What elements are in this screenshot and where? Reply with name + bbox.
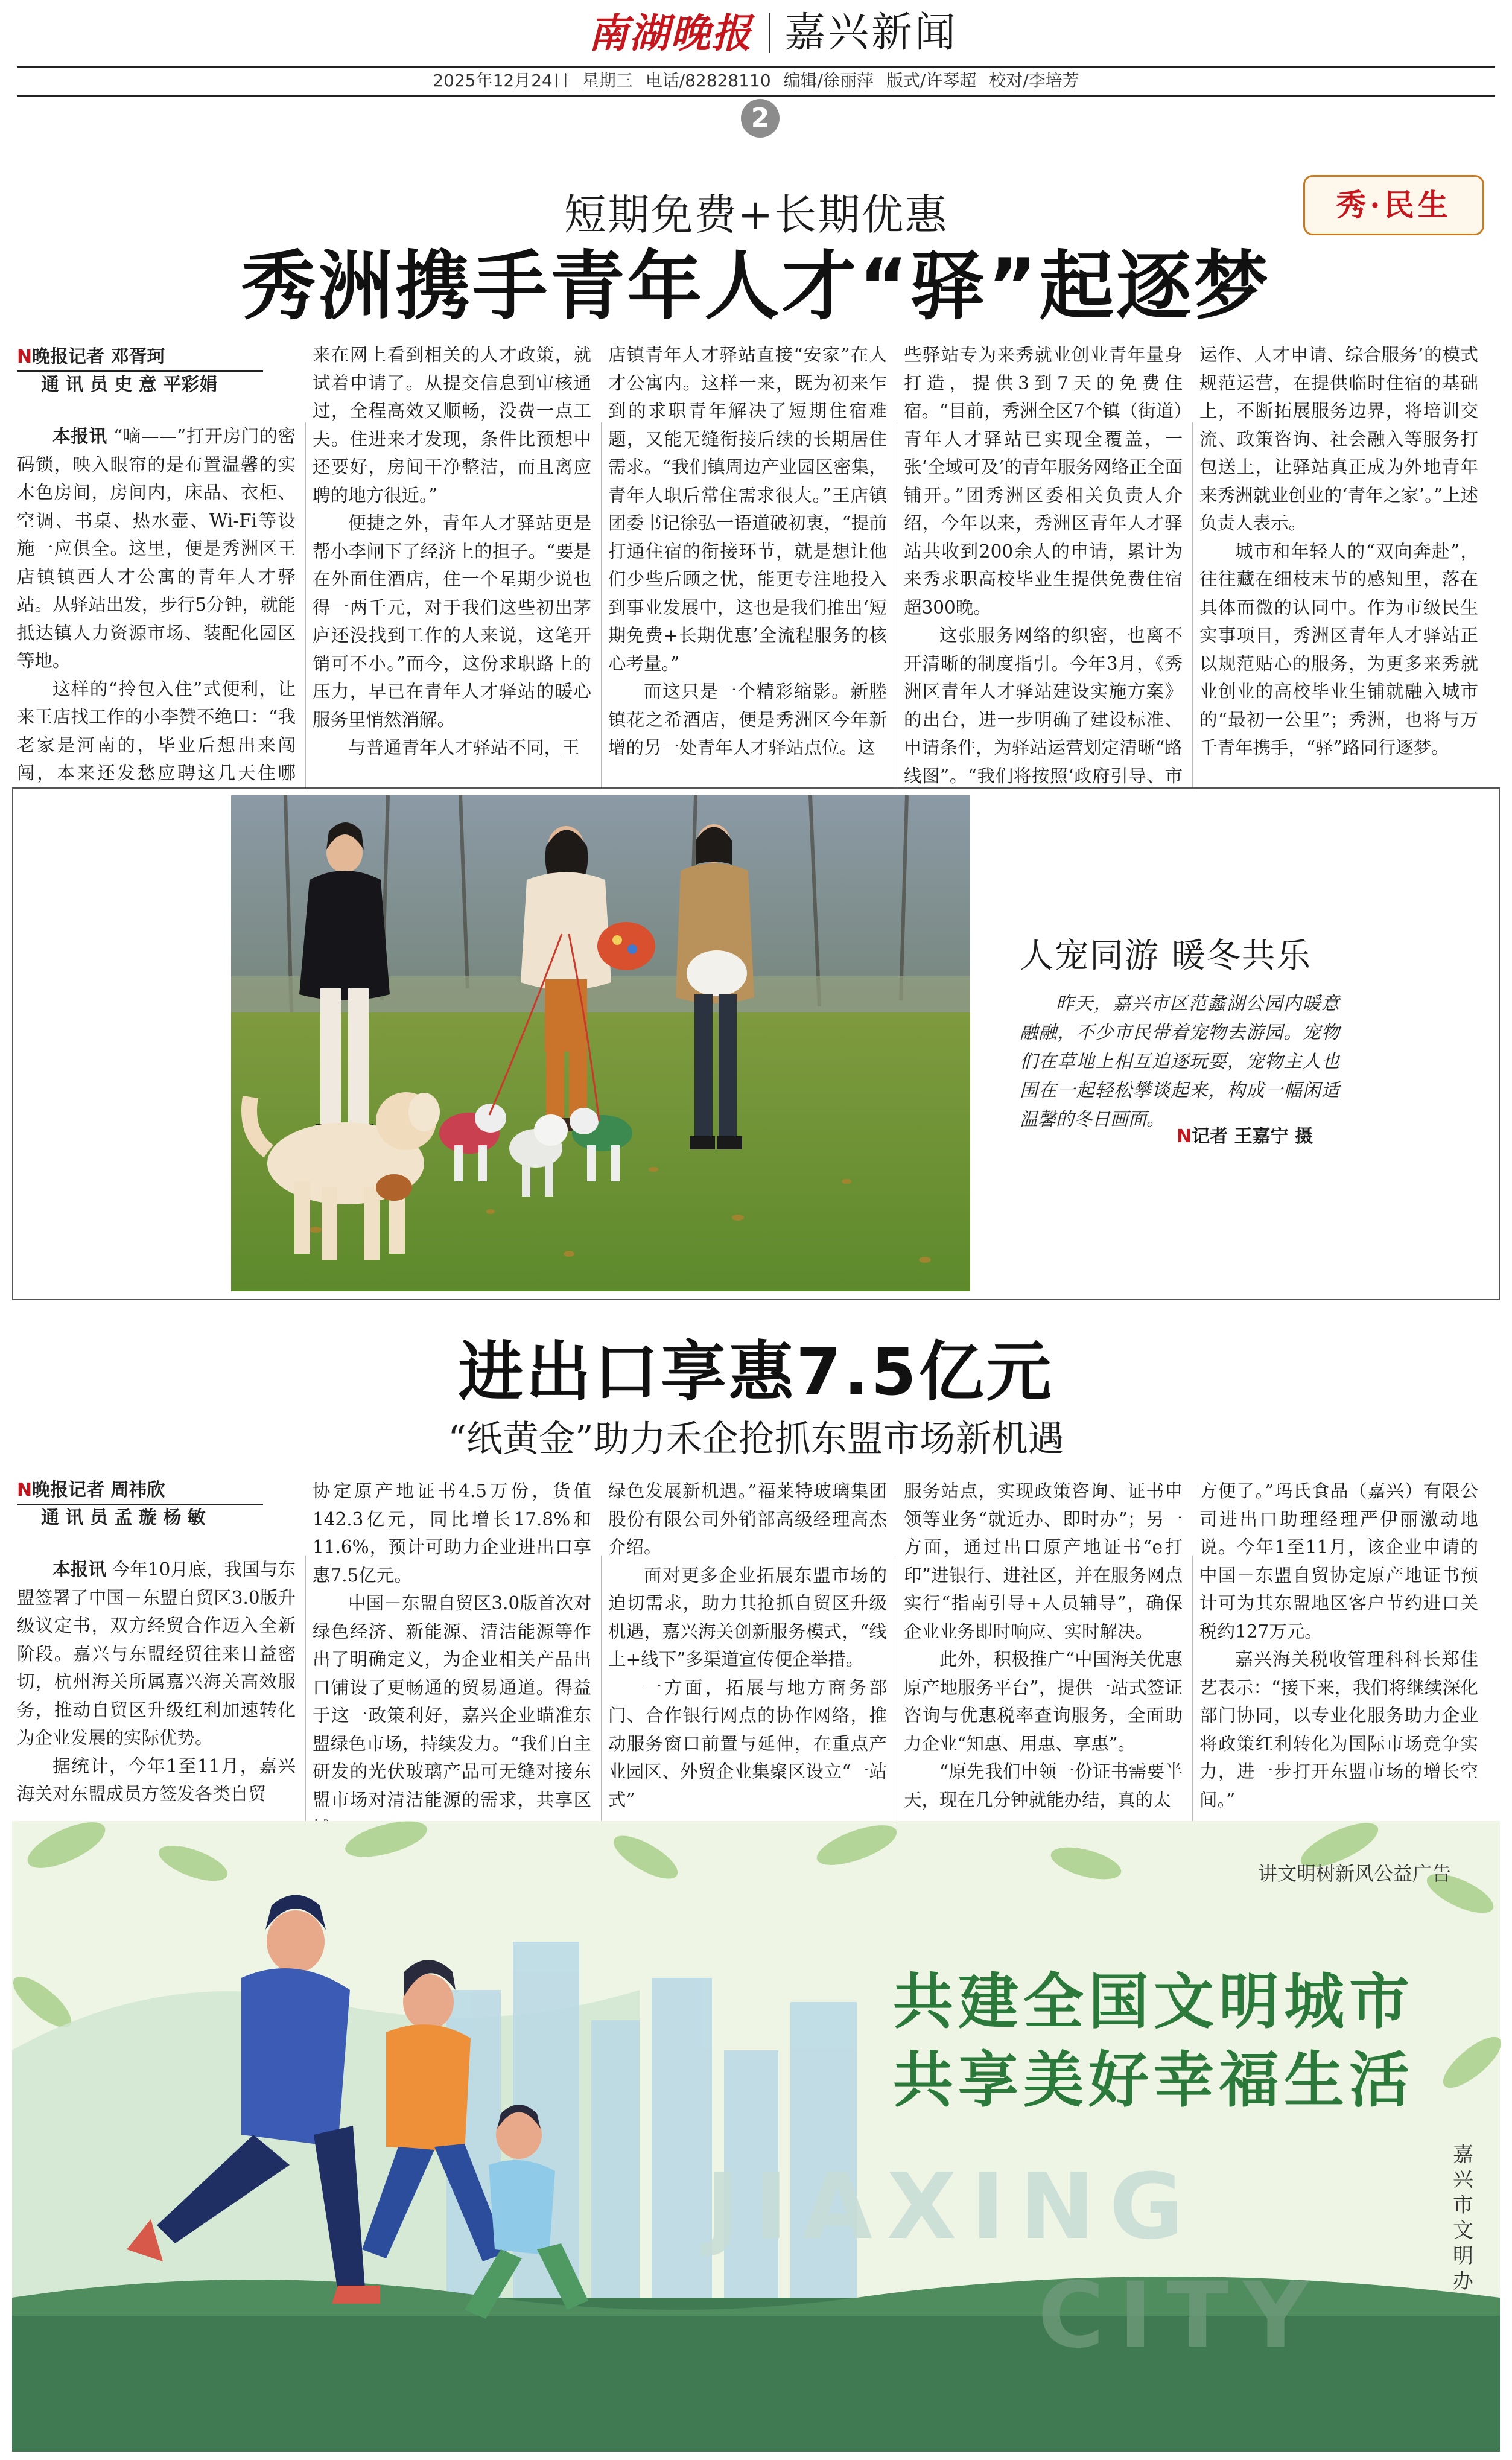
column-divider	[601, 422, 602, 824]
article2-column	[313, 1477, 591, 1821]
ad-issuer: 嘉兴市文明办	[1453, 2143, 1473, 2293]
paragraph-text: 便捷之外，青年人才驿站更是帮小李闸下了经济上的担子。“要是在外面住酒店，住一个星期少说也得一两千元，对于我们这些初出茅庐还没找到工作的人来说，这笔开销可不小。”而今，这份求职路上的压力，早已在青年人才驿站的暖心服务里悄然消解。	[313, 513, 591, 730]
page-number-badge: 2	[741, 99, 780, 138]
article2-column	[904, 1477, 1183, 1821]
article1-paragraph	[313, 734, 591, 762]
article2-paragraph	[313, 1477, 591, 1589]
article1-headline: 秀洲携手青年人才“驿”起逐梦	[241, 243, 1271, 330]
paragraph-text: 此外，积极推广“中国海关优惠原产地服务平台”，提供一站式签证咨询与优惠税率查询服务，全面助力企业“知惠、用惠、享惠”。	[904, 1649, 1183, 1754]
issue-proofreader: 校对/李培芳	[989, 71, 1079, 91]
article2-paragraph	[17, 1556, 296, 1752]
brand-n-icon: N	[17, 346, 33, 367]
photo-story-paragraph: 昨天，嘉兴市区范蠡湖公园内暖意融融，不少市民带着宠物去游园。宠物们在草地上相互追逐玩耍，宠物主人也围在一起轻松攀谈起来，构成一幅闲适温馨的冬日画面。	[1020, 993, 1339, 1130]
paragraph-text: 而这只是一个精彩缩影。新塍镇花之希酒店，便是秀洲区今年新增的另一处青年人才驿站点位。这	[608, 681, 887, 758]
article1-reporter: 晚报记者 邓胥珂	[32, 346, 165, 367]
dateline-lead: 本报讯	[52, 426, 107, 447]
article2-paragraph	[608, 1674, 887, 1814]
ad-watermark-jiaxing: JIAXING	[706, 2155, 1198, 2260]
article1-paragraph	[17, 422, 296, 675]
photo-credit-text: 记者 王嘉宁 摄	[1192, 1126, 1313, 1147]
article1-paragraph	[608, 341, 887, 678]
article2-paragraph	[904, 1477, 1183, 1645]
masthead-divider	[769, 13, 770, 53]
section-title: 嘉兴新闻	[784, 9, 959, 57]
issue-date: 2025年12月24日	[433, 71, 570, 91]
article1-paragraph	[313, 509, 591, 734]
article2-column	[1199, 1477, 1478, 1821]
article2-paragraph	[1199, 1645, 1478, 1814]
issue-phone: 电话/82828110	[645, 71, 771, 91]
article2-paragraph	[904, 1645, 1183, 1758]
photo-story-credit	[1177, 1121, 1313, 1148]
article1-byline	[17, 344, 263, 398]
article1-paragraph	[313, 341, 591, 509]
dateline-lead: 本报讯	[52, 1559, 106, 1580]
article1-correspondents: 通 讯 员 史 意 平彩娟	[41, 374, 218, 395]
article2-byline	[17, 1477, 263, 1531]
article2-paragraph	[313, 1589, 591, 1842]
column-divider	[305, 422, 306, 824]
article1-paragraph	[608, 678, 887, 762]
issue-meta-line	[0, 68, 1512, 94]
park-pets-illustration	[231, 795, 970, 1291]
photo-story-title: 人宠同游 暖冬共乐	[1020, 936, 1312, 976]
paragraph-text: 来在网上看到相关的人才政策，就试着申请了。从提交信息到审核通过，全程高效又顺畅，没费一点工夫。住进来才发现，条件比预想中还要好，房间干净整洁，而且离应聘的地方很近。”	[313, 345, 591, 506]
photo-story-image	[231, 795, 970, 1291]
issue-editor: 编辑/徐丽萍	[783, 71, 874, 91]
article1-kicker: 短期免费+长期优惠	[564, 190, 948, 240]
paragraph-text: 服务站点，实现政策咨询、证书申领等业务“就近办、即时办”；另一方面，通过出口原产地证书“e打印”进银行、进社区，并在服务网点实行“指南引导+人员辅导”，确保企业业务即时响应、实时解决。	[904, 1481, 1183, 1642]
paragraph-text: 协定原产地证书4.5万份，货值142.3亿元，同比增长17.8%和11.6%，预计可助力企业进出口享惠7.5亿元。	[313, 1481, 591, 1586]
paragraph-text: 据统计，今年1至11月，嘉兴海关对东盟成员方签发各类自贸	[17, 1755, 296, 1804]
paragraph-text: 绿色发展新机遇。”福莱特玻璃集团股份有限公司外销部高级经理高杰介绍。	[608, 1481, 887, 1557]
paragraph-text: 与普通青年人才驿站不同，王	[348, 737, 580, 758]
paragraph-text: 这张服务网络的织密，也离不开清晰的制度指引。今年3月，《秀洲区青年人才驿站建设实施方案》的出台，进一步明确了建设标准、申请条件，为驿站运营划定清晰“路线图”。“我们将按照‘政府引导、市	[904, 625, 1183, 786]
paragraph-text: 方便了。”玛氏食品（嘉兴）有限公司进出口助理经理严伊丽激动地说。今年1至11月，该企业申请的中国－东盟自贸协定原产地证书预计可为其东盟地区客户节约进口关税约127万元。	[1199, 1481, 1478, 1642]
paragraph-text: “原先我们申领一份证书需要半天，现在几分钟就能办结，真的太	[904, 1761, 1183, 1810]
article2-paragraph	[904, 1758, 1183, 1814]
article2-headline: 进出口享惠7.5亿元	[458, 1335, 1054, 1410]
article1-column	[17, 422, 296, 783]
photo-story-text	[1020, 990, 1339, 1134]
paragraph-text: 中国－东盟自贸区3.0版首次对绿色经济、新能源、清洁能源等作出了明确定义，为企业相关产品出口铺设了更畅通的贸易通道。得益于这一政策利好，嘉兴企业瞄准东盟绿色市场，持续发力。“我们自主研发的光伏玻璃产品可无缝对接东盟市场对清洁能源的需求，共享区	[313, 1593, 591, 1810]
article1-column	[608, 341, 887, 758]
column-divider	[1192, 422, 1193, 824]
article2-paragraph	[17, 1752, 296, 1808]
public-service-ad	[12, 1821, 1500, 2452]
ad-slogan-line2: 共享美好幸福生活	[893, 2045, 1414, 2115]
article2-subtitle: “纸黄金”助力禾企抢抓东盟市场新机遇	[448, 1418, 1064, 1460]
ad-slogan-line1: 共建全国文明城市	[893, 1966, 1414, 2037]
article2-reporter: 晚报记者 周祎欣	[32, 1479, 165, 1501]
masthead-rule-bottom	[17, 95, 1495, 97]
article1-column	[904, 341, 1183, 786]
article1-paragraph	[1199, 341, 1478, 538]
paragraph-text: 运作、人才申请、综合服务’的模式规范运营，在提供临时住宿的基础上，不断拓展服务边界，将培训交流、政策咨询、社会融入等服务打包送上，让驿站真正成为外地青年来秀洲就业创业的‘青年之家’。”上述负责人表示。	[1199, 345, 1478, 533]
article2-paragraph	[608, 1562, 887, 1674]
paragraph-text: 些驿站专为来秀就业创业青年量身打造，提供3到7天的免费住宿。“目前，秀洲全区7个镇（街道）青年人才驿站已实现全覆盖，一张‘全域可及’的青年服务网络正全面铺开。”团秀洲区委相关负责人介绍，今年以来，秀洲区青年人才驿站共收到200余人的申请，累计为来秀求职高校毕业生提供免费住宿超300晚。	[904, 345, 1183, 618]
issue-weekday: 星期三	[582, 71, 633, 91]
article2-paragraph	[608, 1477, 887, 1562]
paragraph-text: 这样的“拎包入住”式便利，让来王店找工作的小李赞不绝口：“我老家是河南的，毕业后想出来闯闯，本来还发愁应聘这几天住哪	[17, 678, 296, 783]
issue-layout: 版式/许琴超	[886, 71, 977, 91]
article1-paragraph	[904, 341, 1183, 621]
paragraph-text: 嘉兴海关税收管理科科长郑佳艺表示：“接下来，我们将继续深化部门协同，以专业化服务助力企业将政策红利转化为国际市场竞争实力，进一步打开东盟市场的增长空间。”	[1199, 1649, 1478, 1810]
paragraph-text: 城市和年轻人的“双向奔赴”，往往藏在细枝末节的感知里，落在具体而微的认同中。作为市级民生实事项目，秀洲区青年人才驿站正以规范贴心的服务，为更多来秀就业创业的高校毕业生铺就融入城市的“最初一公里”；秀洲，也将与万千青年携手，“驿”路同行逐梦。	[1199, 541, 1478, 758]
ad-watermark-city: CITY	[1038, 2263, 1323, 2368]
article1-column	[1199, 341, 1478, 758]
article2-correspondents: 通 讯 员 孟 璇 杨 敏	[41, 1507, 206, 1528]
paragraph-text: 一方面，拓展与地方商务部门、合作银行网点的协作网络，推动服务窗口前置与延伸，在重点产业园区、外贸企业集聚区设立“一站式”	[608, 1677, 887, 1810]
article1-paragraph	[1199, 538, 1478, 762]
paragraph-text: 店镇青年人才驿站直接“安家”在人才公寓内。这样一来，既为初来乍到的求职青年解决了短期住宿难题，又能无缝衔接后续的长期居住需求。“我们镇周边产业园区密集，青年人职后常住需求很大。”王店镇团委书记徐弘一语道破初衷，“提前打通住宿的衔接环节，就是想让他们少些后顾之忧，能更专注地投入到事业发展中，这也是我们推出‘短期免费+长期优惠’全流程服务的核心考量。”	[608, 345, 887, 674]
article2-column	[17, 1556, 296, 1821]
article1-column	[313, 341, 591, 758]
brand-n-icon: N	[1177, 1126, 1192, 1147]
column-tag: 秀·民生	[1303, 175, 1484, 235]
paragraph-text: “嘀——”打开房门的密码锁，映入眼帘的是布置温馨的实木色房间，房间内，床品、衣柜、空调、书桌、热水壶、Wi-Fi等设施一应俱全。这里，便是秀洲区王店镇镇西人才公寓的青年人才驿站。从驿站出发，步行5分钟，就能抵达镇人力资源市场、装配化园区等地。	[17, 426, 296, 671]
article2-paragraph	[1199, 1477, 1478, 1645]
brand-n-icon: N	[17, 1479, 33, 1501]
newspaper-logo: 南湖晚报	[588, 10, 752, 57]
paragraph-text: 今年10月底，我国与东盟签署了中国－东盟自贸区3.0版升级议定书，双方经贸合作迈入全新阶段。嘉兴与东盟经贸往来日益密切，杭州海关所属嘉兴海关高效服务，推动自贸区升级红利加速转化为企业发展的实际优势。	[17, 1559, 296, 1748]
ad-sponsor: 讲文明树新风公益广告	[1258, 1862, 1452, 1885]
article2-column	[608, 1477, 887, 1821]
paragraph-text: 面对更多企业拓展东盟市场的迫切需求，助力其抢抓自贸区升级机遇，嘉兴海关创新服务模式，“线上+线下”多渠道宣传便企举措。	[608, 1565, 887, 1670]
